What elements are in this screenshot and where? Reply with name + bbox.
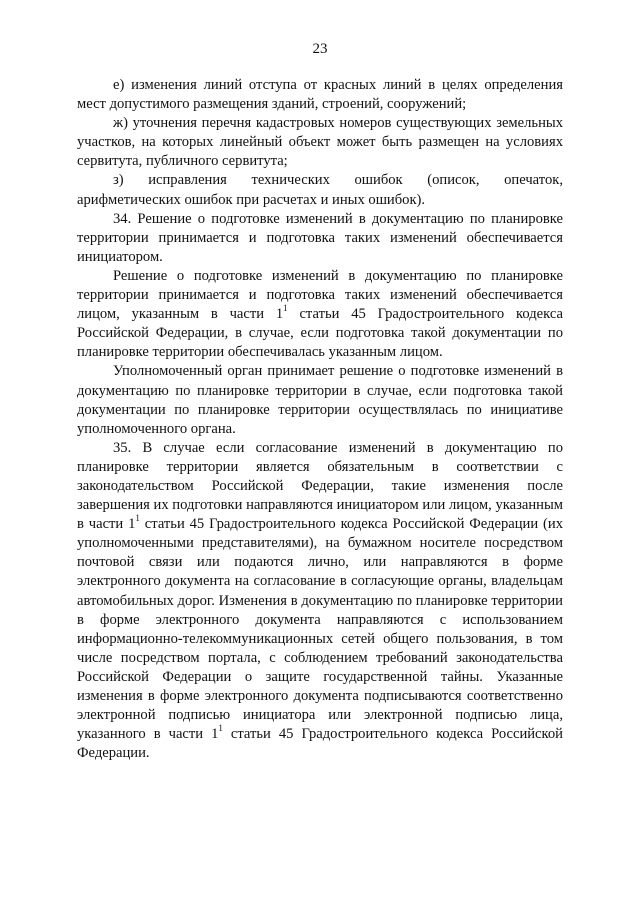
paragraph-text: Решение о подготовке изменений в документацию по планировке территории принимается и подготовка таких изменений обеспечивается лицом, указанным в части 1	[77, 267, 563, 323]
paragraph-item-e: е) изменения линий отступа от красных линий в целях определения мест допустимого размещения зданий, строений, сооружений;	[77, 77, 563, 113]
document-body	[77, 76, 563, 763]
superscript: 1	[283, 303, 288, 314]
paragraph-text: статьи 45 Градостроительного кодекса Российской Федерации (их уполномоченными представителями), на бумажном носителе посредством почтовой связи или подаются лично, или направляются в форме электронного документа на согласование в согласующие органы, владельцам автомобильных дорог. Изменения в документацию по планировке территории в форме электронного документа направляются с использованием информационно-телекоммуникационных сетей общего пользования, в том числе посредством портала, с соблюдением требований законодательства Российской Федерации о защите государственной тайны. Указанные изменения в форме электронного документа подписываются соответственно электронной подписью инициатора или электронной подписью лица, указанного в части 1	[77, 516, 564, 743]
paragraph-clause-34: 34. Решение о подготовке изменений в документацию по планировке территории принимается и подготовка таких изменений обеспечивается инициатором.	[77, 210, 563, 265]
paragraph-item-zh: ж) уточнения перечня кадастровых номеров существующих земельных участков, на которых линейный объект может быть размещен на условиях сервитута, публичного сервитута;	[77, 115, 563, 170]
page-number: 23	[312, 41, 328, 57]
paragraph-text: статьи 45 Градостроительного кодекса Российской Федерации.	[77, 726, 563, 762]
superscript: 1	[135, 513, 140, 524]
paragraph-text: 35. В случае если согласование изменений в документацию по планировке территории является обязательным в соответствии с законодательством Российской Федерации, такие изменения после завершения их подготовки направляются инициатором или лицом, указанным в части 1	[77, 439, 563, 533]
paragraph-text: статьи 45 Градостроительного кодекса Российской Федерации, в случае, если подготовка такой документации по планировке территории обеспечивалась указанным лицом.	[77, 306, 563, 361]
superscript: 1	[218, 723, 223, 734]
paragraph-clause-35	[77, 439, 563, 764]
paragraph-authorized-body: Уполномоченный орган принимает решение о подготовке изменений в документацию по планировке территории в случае, если подготовка такой документации по планировке территории осуществлялась по инициативе уполномоченного органа.	[77, 363, 563, 437]
paragraph-item-z: з) исправления технических ошибок (описок, опечаток, арифметических ошибок при расчетах и иных ошибок).	[77, 172, 563, 208]
paragraph-decision-person	[77, 267, 563, 362]
